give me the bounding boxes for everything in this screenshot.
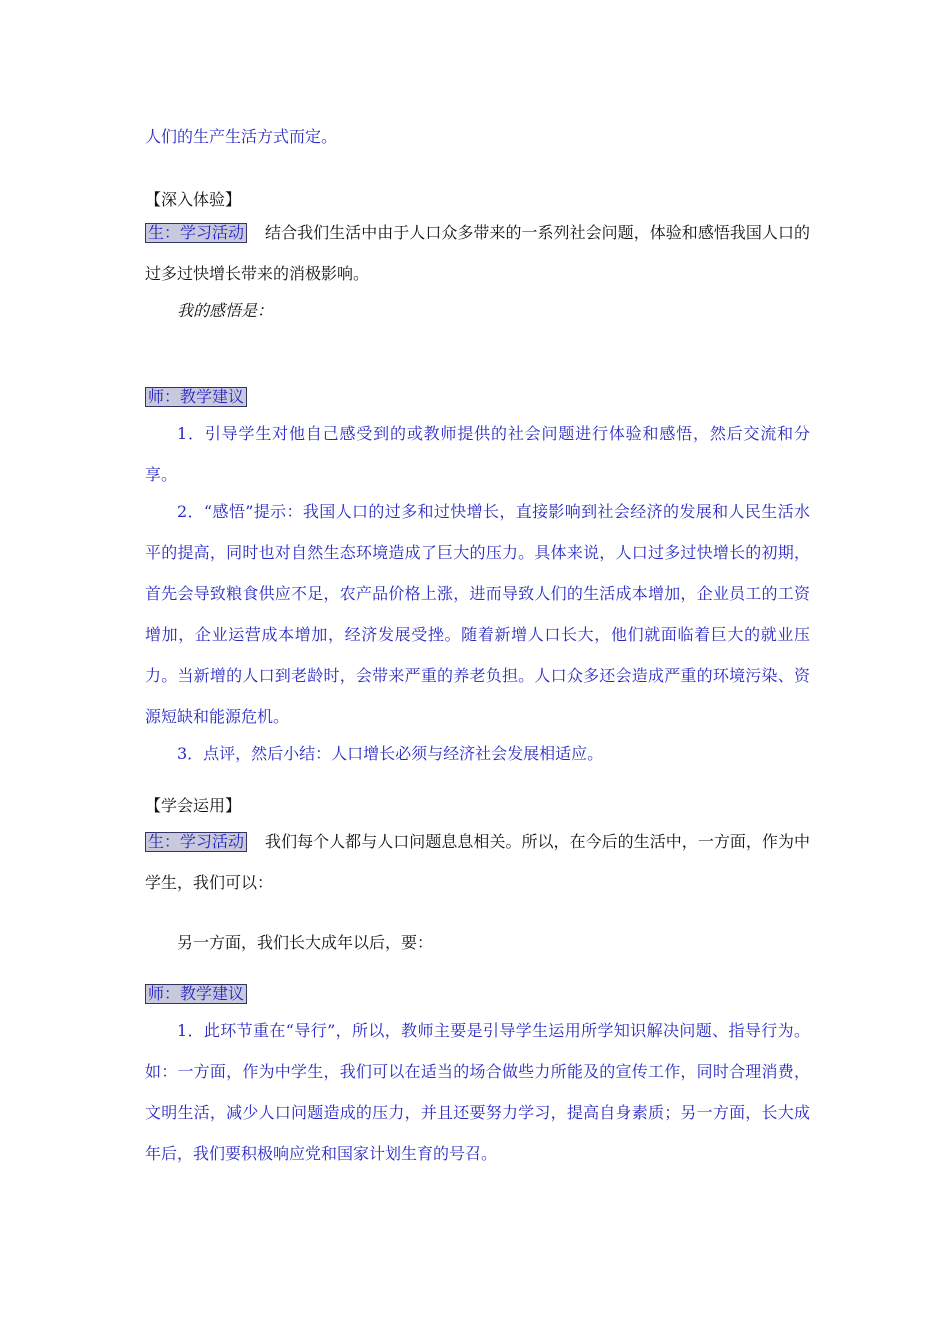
section-heading-experience: 【深入体验】 [145,190,242,209]
teacher-suggestion-item-1: 1．引导学生对他自己感受到的或教师提供的社会问题进行体验和感悟，然后交流和分享。 [145,424,810,484]
adult-prompt: 另一方面，我们长大成年以后，要： [177,933,434,952]
student-activity-text: 结合我们生活中由于人口众多带来的一系列社会问题，体验和感悟我国人口的过多过快增长带来的消极影响。 [145,223,810,283]
teacher-suggestion-tag-2: 师：教学建议 [145,984,247,1004]
student-activity-text-2: 我们每个人都与人口问题息息相关。所以，在今后的生活中，一方面，作为中学生，我们可以： [145,832,810,892]
reflection-prompt: 我的感悟是： [177,301,274,320]
teacher-suggestion-item-apply-1: 1．此环节重在“导行”，所以，教师主要是引导学生运用所学知识解决问题、指导行为。如：一方面，作为中学生，我们可以在适当的场合做些力所能及的宣传工作，同时合理消费，文明生活，减少人口问题造成的压力，并且还要努力学习，提高自身素质；另一方面，长大成年后，我们要积极响应党和国家计划生育的号召。 [145,1021,810,1163]
teacher-suggestion-item-3: 3．点评，然后小结：人口增长必须与经济社会发展相适应。 [177,744,604,763]
student-activity-paragraph [145,212,810,294]
student-activity-tag: 生：学习活动 [145,223,247,243]
teacher-suggestion-item-2: 2．“感悟”提示：我国人口的过多和过快增长，直接影响到社会经济的发展和人民生活水平的提高，同时也对自然生态环境造成了巨大的压力。具体来说，人口过多过快增长的初期，首先会导致粮食供应不足，农产品价格上涨，进而导致人们的生活成本增加，企业员工的工资增加，企业运营成本增加，经济发展受挫。随着新增人口长大，他们就面临着巨大的就业压力。当新增的人口到老龄时，会带来严重的养老负担。人口众多还会造成严重的环境污染、资源短缺和能源危机。 [145,502,810,726]
student-activity-tag-2: 生：学习活动 [145,832,247,852]
intro-line: 人们的生产生活方式而定。 [145,127,338,146]
teacher-tag-paragraph [145,376,810,417]
teacher-suggestion-tag: 师：教学建议 [145,387,247,407]
section-heading-apply: 【学会运用】 [145,796,242,815]
teacher-tag-paragraph-2 [145,973,810,1014]
student-activity-paragraph-2 [145,821,810,903]
